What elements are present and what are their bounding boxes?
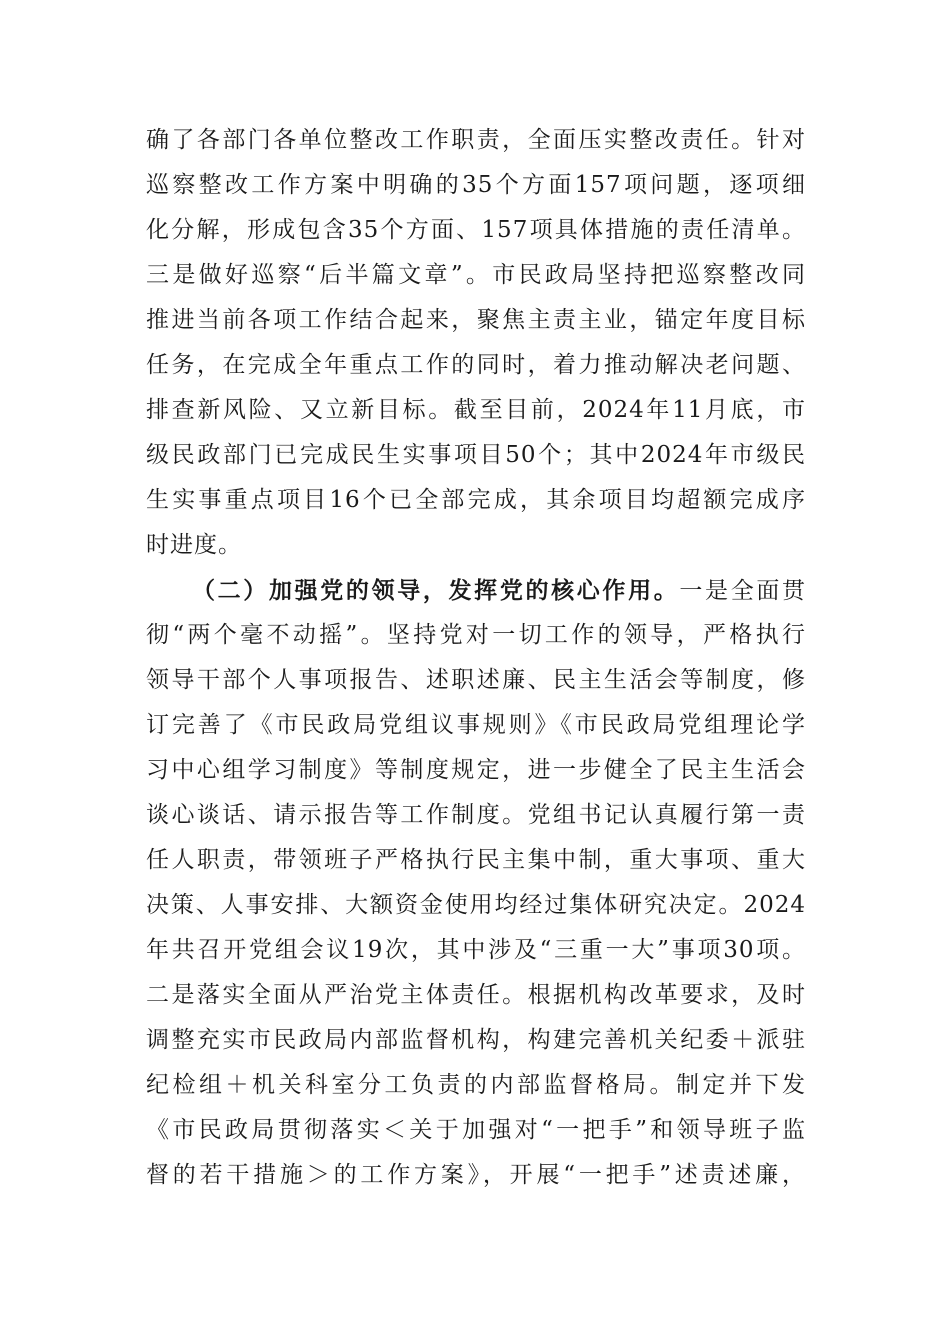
paragraph-2-line: 决策、人事安排、大额资金使用均经过集体研究决定。2024 [146, 892, 806, 918]
paragraph-2-line: 彻“两个毫不动摇”。坚持党对一切工作的领导，严格执行 [146, 622, 806, 648]
paragraph-2-line: 领导干部个人事项报告、述职述廉、民主生活会等制度，修 [146, 667, 806, 693]
paragraph-1 [146, 118, 806, 568]
paragraph-1-line: 化分解，形成包含35个方面、157项具体措施的责任清单。 [146, 217, 806, 243]
paragraph-2-line: 调整充实市民政局内部监督机构，构建完善机关纪委＋派驻 [146, 1027, 806, 1053]
paragraph-1-line: 三是做好巡察“后半篇文章”。市民政局坚持把巡察整改同 [146, 262, 806, 288]
paragraph-1-line: 排查新风险、又立新目标。截至目前，2024年11月底，市 [146, 397, 806, 423]
paragraph-1-line: 确了各部门各单位整改工作职责，全面压实整改责任。针对 [146, 127, 806, 153]
paragraph-2-line: 年共召开党组会议19次，其中涉及“三重一大”事项30项。 [146, 937, 806, 963]
paragraph-1-line: 生实事重点项目16个已全部完成，其余项目均超额完成序 [146, 487, 806, 513]
document-body [146, 118, 806, 1198]
paragraph-2-line: 纪检组＋机关科室分工负责的内部监督格局。制定并下发 [146, 1072, 806, 1098]
paragraph-2-line: 习中心组学习制度》等制度规定，进一步健全了民主生活会 [146, 757, 806, 783]
paragraph-1-line: 推进当前各项工作结合起来，聚焦主责主业，锚定年度目标 [146, 307, 806, 333]
paragraph-2-first-line-text: 一是全面贯 [679, 578, 807, 604]
paragraph-1-line: 级民政部门已完成民生实事项目50个；其中2024年市级民 [146, 442, 806, 468]
paragraph-2-line: 二是落实全面从严治党主体责任。根据机构改革要求，及时 [146, 982, 806, 1008]
paragraph-2-line: 督的若干措施＞的工作方案》，开展“一把手”述责述廉， [146, 1162, 806, 1188]
paragraph-2-line: 订完善了《市民政局党组议事规则》《市民政局党组理论学 [146, 712, 806, 738]
paragraph-1-line: 任务，在完成全年重点工作的同时，着力推动解决老问题、 [146, 352, 806, 378]
paragraph-2-line: 任人职责，带领班子严格执行民主集中制，重大事项、重大 [146, 847, 806, 873]
paragraph-2 [146, 568, 806, 1198]
paragraph-1-line: 时进度。 [146, 532, 242, 558]
section-heading: （二）加强党的领导，发挥党的核心作用。 [192, 577, 680, 604]
paragraph-2-first-line [146, 568, 806, 613]
paragraph-2-line: 《市民政局贯彻落实＜关于加强对“一把手”和领导班子监 [146, 1117, 806, 1143]
paragraph-1-line: 巡察整改工作方案中明确的35个方面157项问题，逐项细 [146, 172, 806, 198]
paragraph-2-line: 谈心谈话、请示报告等工作制度。党组书记认真履行第一责 [146, 802, 806, 828]
